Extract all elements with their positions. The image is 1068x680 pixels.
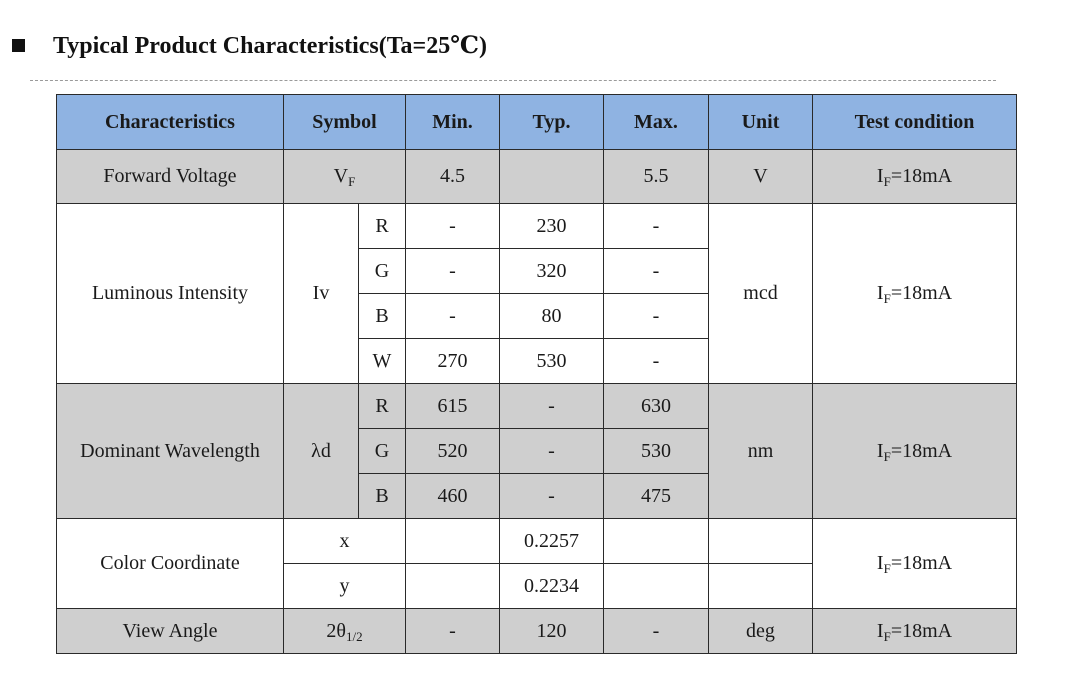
dominant-wavelength-label: Dominant Wavelength: [57, 384, 284, 519]
min-value: -: [406, 294, 500, 339]
max-value: 475: [604, 474, 709, 519]
view-angle-max: -: [604, 609, 709, 654]
view-angle-typ: 120: [500, 609, 604, 654]
min-value: 270: [406, 339, 500, 384]
forward-voltage-typ: [500, 150, 604, 204]
min-value: [406, 564, 500, 609]
max-value: -: [604, 249, 709, 294]
typ-value: 0.2257: [500, 519, 604, 564]
test-condition-cell: $I_F=18mA$: [813, 519, 1017, 609]
header-symbol: Symbol: [284, 95, 406, 150]
color-label: R: [359, 384, 406, 429]
header-characteristics: Characteristics: [57, 95, 284, 150]
max-value: 530: [604, 429, 709, 474]
header-typ: Typ.: [500, 95, 604, 150]
test-condition-cell: $I_F=18mA$: [813, 609, 1017, 654]
min-value: -: [406, 249, 500, 294]
table-row: [57, 609, 1017, 654]
min-value: -: [406, 204, 500, 249]
view-angle-label: View Angle: [57, 609, 284, 654]
typ-value: -: [500, 429, 604, 474]
characteristics-table: [56, 94, 1017, 654]
header-unit: Unit: [709, 95, 813, 150]
typ-value: 230: [500, 204, 604, 249]
forward-voltage-label: Forward Voltage: [57, 150, 284, 204]
forward-voltage-symbol: $V_F$: [284, 150, 406, 204]
color-label: W: [359, 339, 406, 384]
typ-value: 80: [500, 294, 604, 339]
min-value: 615: [406, 384, 500, 429]
axis-label: x: [284, 519, 406, 564]
header-row: [57, 95, 1017, 150]
color-label: G: [359, 249, 406, 294]
forward-voltage-unit: V: [709, 150, 813, 204]
section-heading: [12, 28, 487, 62]
test-condition-cell: $I_F=18mA$: [813, 204, 1017, 384]
color-label: B: [359, 294, 406, 339]
min-value: 520: [406, 429, 500, 474]
table-row: [57, 150, 1017, 204]
dominant-wavelength-symbol: λd: [284, 384, 359, 519]
forward-voltage-min: 4.5: [406, 150, 500, 204]
typ-value: -: [500, 474, 604, 519]
table-row: [57, 519, 1017, 564]
view-angle-symbol: $2\theta_{1/2}$: [284, 609, 406, 654]
max-value: -: [604, 339, 709, 384]
test-condition-cell: $I_F=18mA$: [813, 150, 1017, 204]
typ-value: -: [500, 384, 604, 429]
color-coordinate-label: Color Coordinate: [57, 519, 284, 609]
typ-value: 0.2234: [500, 564, 604, 609]
unit-value: [709, 564, 813, 609]
header-test-condition: Test condition: [813, 95, 1017, 150]
max-value: -: [604, 294, 709, 339]
typ-value: 320: [500, 249, 604, 294]
unit-value: [709, 519, 813, 564]
max-value: [604, 564, 709, 609]
dominant-wavelength-unit: nm: [709, 384, 813, 519]
axis-label: y: [284, 564, 406, 609]
min-value: 460: [406, 474, 500, 519]
color-label: R: [359, 204, 406, 249]
max-value: [604, 519, 709, 564]
forward-voltage-max: 5.5: [604, 150, 709, 204]
dashed-divider: [30, 80, 996, 81]
max-value: 630: [604, 384, 709, 429]
max-value: -: [604, 204, 709, 249]
view-angle-min: -: [406, 609, 500, 654]
color-label: B: [359, 474, 406, 519]
test-condition-cell: $I_F=18mA$: [813, 384, 1017, 519]
square-bullet-icon: [12, 39, 25, 52]
view-angle-unit: deg: [709, 609, 813, 654]
typ-value: 530: [500, 339, 604, 384]
luminous-intensity-symbol: Iv: [284, 204, 359, 384]
luminous-intensity-unit: mcd: [709, 204, 813, 384]
table-row: [57, 384, 1017, 429]
table-row: [57, 204, 1017, 249]
header-min: Min.: [406, 95, 500, 150]
color-label: G: [359, 429, 406, 474]
min-value: [406, 519, 500, 564]
luminous-intensity-label: Luminous Intensity: [57, 204, 284, 384]
header-max: Max.: [604, 95, 709, 150]
heading-title: Typical Product Characteristics(Ta=25℃): [53, 33, 487, 59]
